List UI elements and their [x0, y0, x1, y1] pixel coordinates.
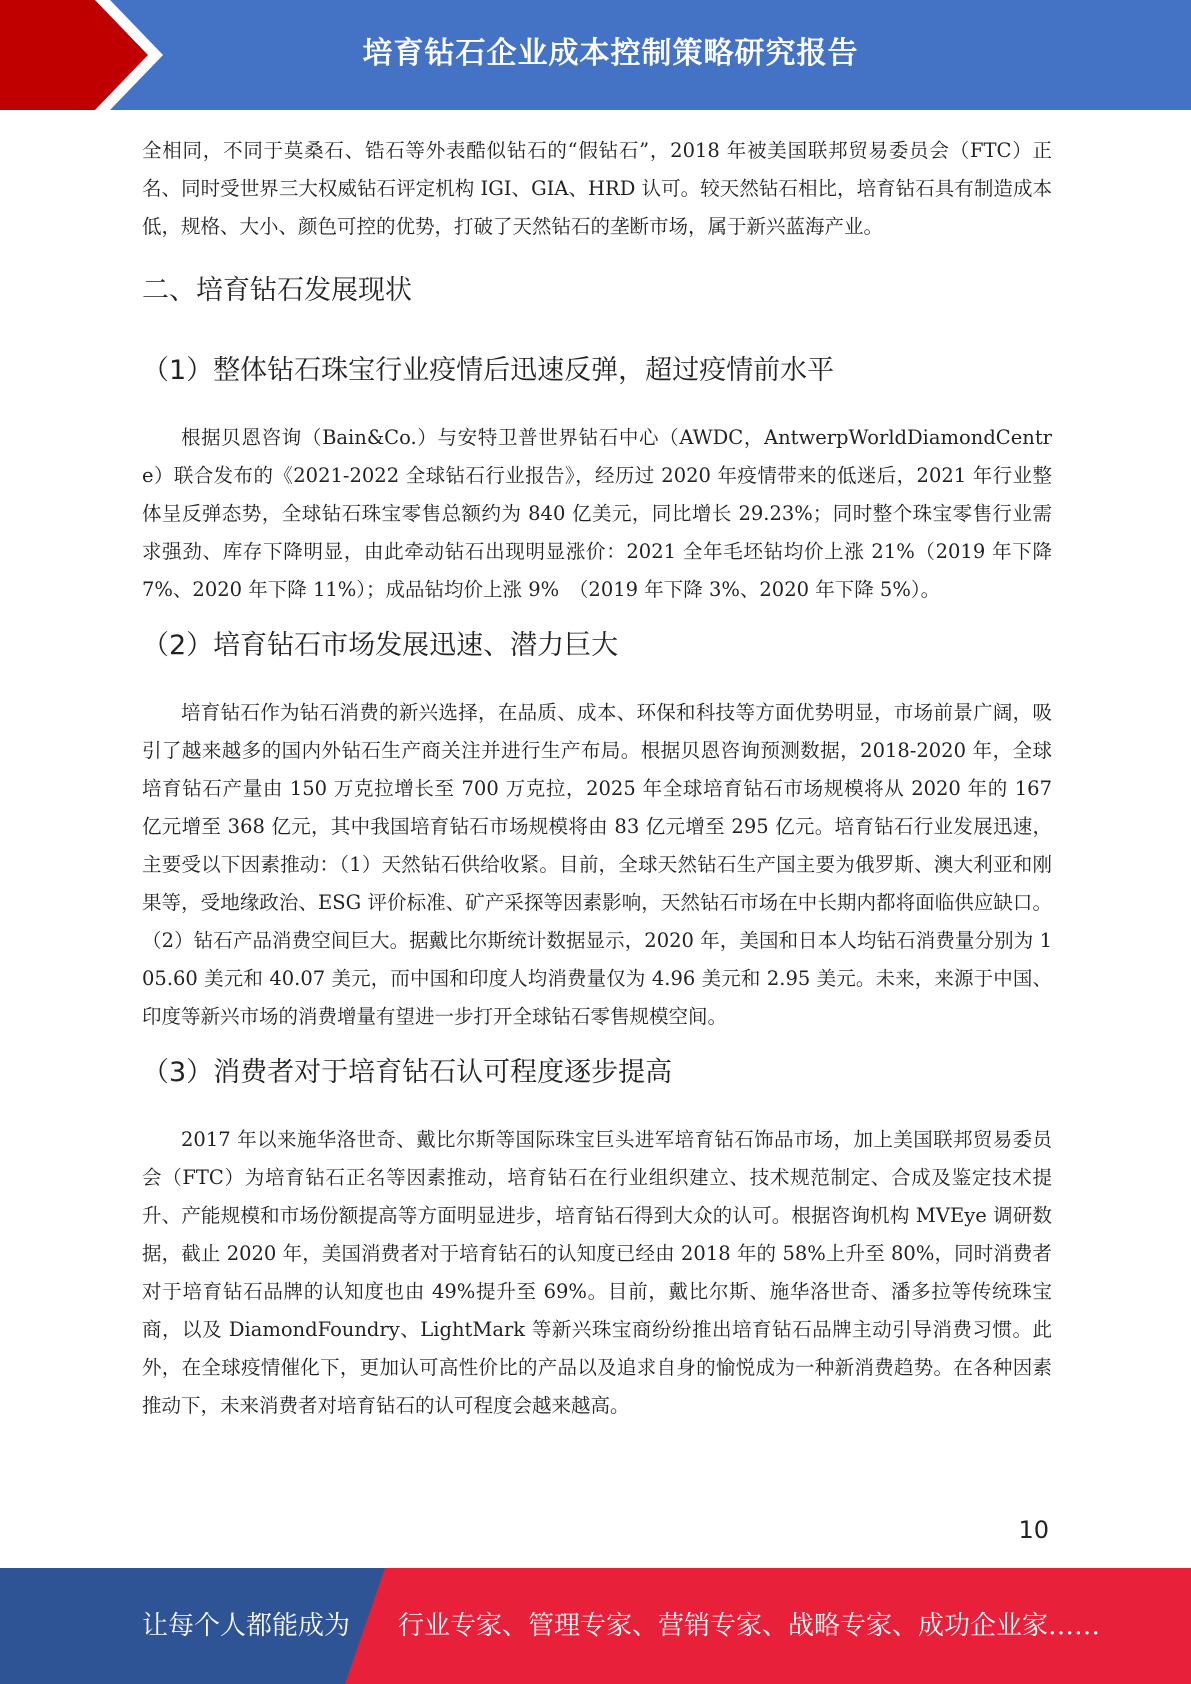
page-number: 10: [1018, 1516, 1049, 1544]
subsection-heading-2: （2）培育钻石市场发展迅速、潜力巨大: [142, 630, 619, 661]
subsection-2-paragraph: 培育钻石作为钻石消费的新兴选择，在品质、成本、环保和科技等方面优势明显，市场前景广阔，吸引了越来越多的国内外钻石生产商关注并进行生产布局。根据贝恩咨询预测数据，2018-2020 年，全球培育钻石产量由 150 万克拉增长至 700 万克拉，2025 年全球培育钻石市场规模将从 2020 年的 167 亿元增至 368 亿元，其中我国培育钻石市场规模将由 83 亿元增至 295 亿元。培育钻石行业发展迅速，主要受以下因素推动：（1）天然钻石供给收紧。目前，全球天然钻石生产国主要为俄罗斯、澳大利亚和刚果等，受地缘政治、ESG 评价标准、矿产采探等因素影响，天然钻石市场在中长期内都将面临供应缺口。（2）钻石产品消费空间巨大。据戴比尔斯统计数据显示，2020 年，美国和日本人均钻石消费量分别为 105.60 美元和 40.07 美元，而中国和印度人均消费量仅为 4.96 美元和 2.95 美元。未来，来源于中国、印度等新兴市场的消费增量有望进一步打开全球钻石零售规模空间。: [142, 701, 1052, 1028]
subsection-heading-1: （1）整体钻石珠宝行业疫情后迅速反弹，超过疫情前水平: [142, 355, 835, 386]
report-title: 培育钻石企业成本控制策略研究报告: [362, 36, 859, 71]
page-header: [0, 0, 1191, 110]
page-footer: [0, 1568, 1191, 1684]
footer-slogan-left: 让每个人都能成为: [142, 1611, 351, 1641]
footer-slogan-right: 行业专家、管理专家、营销专家、战略专家、成功企业家……: [398, 1611, 1101, 1641]
intro-paragraph: 全相同，不同于莫桑石、锆石等外表酷似钻石的“假钻石”，2018 年被美国联邦贸易委员会（FTC）正名、同时受世界三大权威钻石评定机构 IGI、GIA、HRD 认可。较天然钻石相比，培育钻石具有制造成本低，规格、大小、颜色可控的优势，打破了天然钻石的垄断市场，属于新兴蓝海产业。: [142, 139, 1052, 238]
subsection-3-paragraph: 2017 年以来施华洛世奇、戴比尔斯等国际珠宝巨头进军培育钻石饰品市场，加上美国联邦贸易委员会（FTC）为培育钻石正名等因素推动，培育钻石在行业组织建立、技术规范制定、合成及鉴定技术提升、产能规模和市场份额提高等方面明显进步，培育钻石得到大众的认可。根据咨询机构 MVEye 调研数据，截止 2020 年，美国消费者对于培育钻石的认知度已经由 2018 年的 58%上升至 80%，同时消费者对于培育钻石品牌的认知度也由 49%提升至 69%。目前，戴比尔斯、施华洛世奇、潘多拉等传统珠宝商，以及 DiamondFoundry、LightMark 等新兴珠宝商纷纷推出培育钻石品牌主动引导消费习惯。此外，在全球疫情催化下，更加认可高性价比的产品以及追求自身的愉悦成为一种新消费趋势。在各种因素推动下，未来消费者对培育钻石的认可程度会越来越高。: [142, 1128, 1052, 1417]
subsection-heading-3: （3）消费者对于培育钻石认可程度逐步提高: [142, 1057, 673, 1088]
document-body: [142, 132, 1052, 1425]
section-heading: 二、培育钻石发展现状: [142, 275, 412, 306]
subsection-1-paragraph: 根据贝恩咨询（Bain&Co.）与安特卫普世界钻石中心（AWDC，AntwerpWorldDiamondCentre）联合发布的《2021-2022 全球钻石行业报告》，经历过 2020 年疫情带来的低迷后，2021 年行业整体呈反弹态势，全球钻石珠宝零售总额约为 840 亿美元，同比增长 29.23%；同时整个珠宝零售行业需求强劲、库存下降明显，由此牵动钻石出现明显涨价：2021 全年毛坯钻均价上涨 21%（2019 年下降 7%、2020 年下降 11%）；成品钻均价上涨 9% （2019 年下降 3%、2020 年下降 5%）。: [142, 426, 1052, 601]
